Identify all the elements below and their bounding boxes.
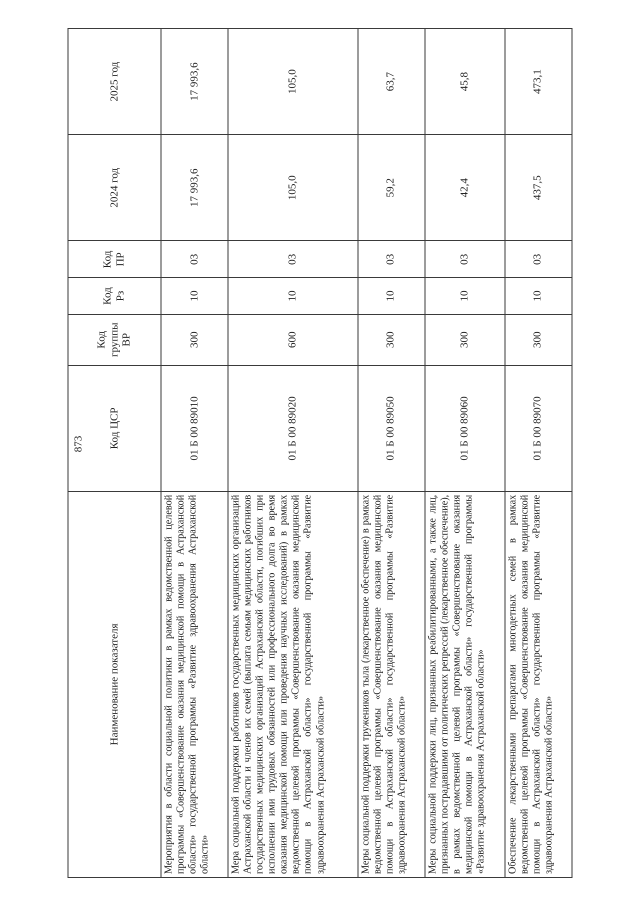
row-2025: 17 993,6 <box>161 28 228 134</box>
row-name: Мера социальной поддержки работников государственных медицинских организаций Астраханской области и членов их семей (выплата семьям медицинских работников государственных медицинских организаций Астраханской области, погибших при исполнении ими трудовых обязанностей или профессионального долга во время оказания медицинской помощи или проведения научных исследований) в рамках ведомственной целевой программы «Совершенствование оказания медицинской помощи в Астраханской области» государственной программы «Развитие здравоохранения Астраханской области» <box>228 491 358 877</box>
row-pr: 03 <box>505 240 572 277</box>
table-row <box>425 28 505 877</box>
row-vr: 600 <box>228 314 358 365</box>
table-row <box>161 28 228 877</box>
header-csr: Код ЦСР <box>68 365 161 491</box>
row-csr: 01 Б 00 89060 <box>425 365 505 491</box>
row-name: Меры социальной поддержки лиц, признанных реабилитированными, а также лиц, признанных пострадавшими от политических репрессий (лекарственное обеспечение), в рамках ведомственной целевой программы «Совершенствование оказания медицинской помощи в Астраханской области» государственной программы «Развитие здравоохранения Астраханской области» <box>425 491 505 877</box>
row-rz: 10 <box>228 277 358 313</box>
rotated-table-container <box>68 28 573 878</box>
row-name: Меры социальной поддержки тружеников тыла (лекарственное обеспечение) в рамках ведомственной целевой программы «Совершенствование оказания медицинской помощи в Астраханской области» государственной программы «Развитие здравоохранения Астраханской области» <box>358 491 425 877</box>
row-2025: 105,0 <box>228 28 358 134</box>
table-row <box>505 28 572 877</box>
row-vr: 300 <box>425 314 505 365</box>
table-header-row <box>68 28 161 877</box>
row-pr: 03 <box>425 240 505 277</box>
header-vr: Код группы ВР <box>68 314 161 365</box>
table-row <box>358 28 425 877</box>
row-2024: 437,5 <box>505 134 572 240</box>
budget-table <box>68 28 573 878</box>
row-vr: 300 <box>358 314 425 365</box>
row-pr: 03 <box>228 240 358 277</box>
row-2025: 63,7 <box>358 28 425 134</box>
table-row <box>228 28 358 877</box>
row-rz: 10 <box>161 277 228 313</box>
row-pr: 03 <box>161 240 228 277</box>
header-rz: Код Рз <box>68 277 161 313</box>
header-2024: 2024 год <box>68 134 161 240</box>
row-pr: 03 <box>358 240 425 277</box>
row-csr: 01 Б 00 89050 <box>358 365 425 491</box>
row-name: Мероприятия в области социальной политики в рамках ведомственной целевой программы «Совершенствование оказания медицинской помощи в Астраханской области» государственной программы «Развитие здравоохранения Астраханской области» <box>161 491 228 877</box>
row-vr: 300 <box>161 314 228 365</box>
row-2025: 473,1 <box>505 28 572 134</box>
header-2025: 2025 год <box>68 28 161 134</box>
row-vr: 300 <box>505 314 572 365</box>
row-2025: 45,8 <box>425 28 505 134</box>
row-2024: 42,4 <box>425 134 505 240</box>
row-2024: 17 993,6 <box>161 134 228 240</box>
header-pr: Код ПР <box>68 240 161 277</box>
row-rz: 10 <box>358 277 425 313</box>
row-rz: 10 <box>425 277 505 313</box>
row-2024: 59,2 <box>358 134 425 240</box>
row-csr: 01 Б 00 89010 <box>161 365 228 491</box>
page-number: 873 <box>72 435 85 453</box>
row-csr: 01 Б 00 89020 <box>228 365 358 491</box>
row-csr: 01 Б 00 89070 <box>505 365 572 491</box>
row-2024: 105,0 <box>228 134 358 240</box>
row-name: Обеспечение лекарственными препаратами многодетных семей в рамках ведомственной целевой программы «Совершенствование оказания медицинской помощи в Астраханской области» государственной программы «Развитие здравоохранения Астраханской области» <box>505 491 572 877</box>
header-name: Наименование показателя <box>68 491 161 877</box>
row-rz: 10 <box>505 277 572 313</box>
